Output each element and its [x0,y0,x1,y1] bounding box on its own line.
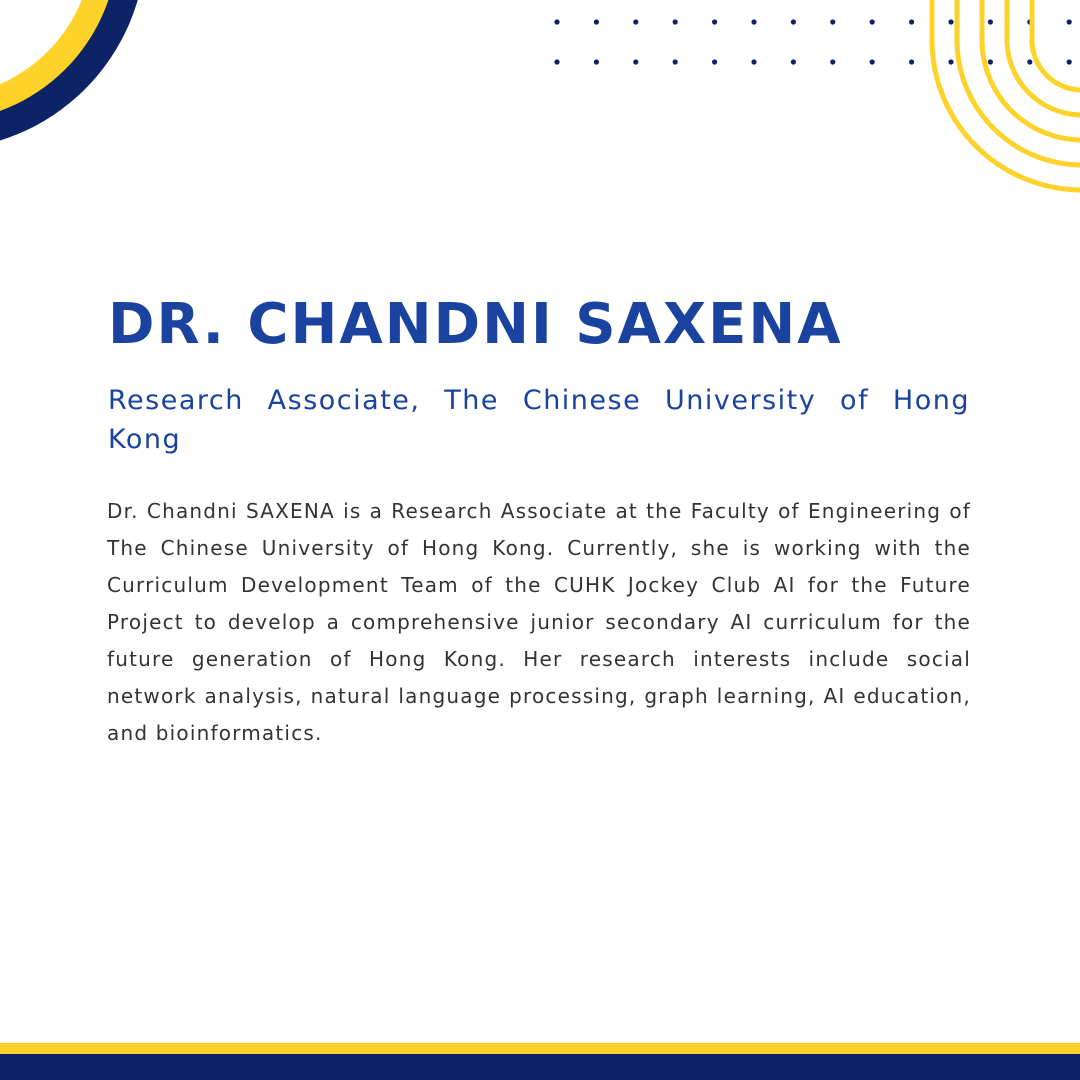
grid-dot [554,19,559,24]
grid-dot [633,19,638,24]
grid-dot [712,59,717,64]
grid-dot [870,59,875,64]
dot-grid-decoration [554,19,1071,64]
grid-dot [1067,19,1072,24]
grid-dot [712,19,717,24]
grid-dot [1067,59,1072,64]
grid-dot [633,59,638,64]
grid-dot [988,59,993,64]
grid-dot [870,19,875,24]
grid-dot [909,59,914,64]
grid-dot [751,19,756,24]
speaker-bio: Dr. Chandni SAXENA is a Research Associate at the Faculty of Engineering of The Chinese University of Hong Kong. Currently, she is working with the Curriculum Development Team of the CUHK Jockey Club AI for the Future Project to develop a comprehensive junior secondary AI curriculum for the future generation of Hong Kong. Her research interests include social network analysis, natural language processing, graph learning, AI education, and bioinformatics. [107,499,971,745]
grid-dot [948,19,953,24]
grid-dot [673,19,678,24]
concentric-rings-decoration [932,0,1080,190]
grid-dot [909,19,914,24]
speaker-name: DR. CHANDNI SAXENA [108,292,843,357]
grid-dot [791,19,796,24]
grid-dot [948,59,953,64]
speaker-role: Research Associate, The Chinese University of Hong Kong [108,385,970,455]
bottom-navy-stripe [0,1054,1080,1080]
grid-dot [830,19,835,24]
grid-dot [830,59,835,64]
grid-dot [988,19,993,24]
grid-dot [594,59,599,64]
grid-dot [673,59,678,64]
grid-dot [554,59,559,64]
grid-dot [594,19,599,24]
bottom-yellow-stripe [0,1043,1080,1054]
grid-dot [1027,59,1032,64]
grid-dot [791,59,796,64]
grid-dot [751,59,756,64]
corner-arc-decoration [0,0,146,150]
